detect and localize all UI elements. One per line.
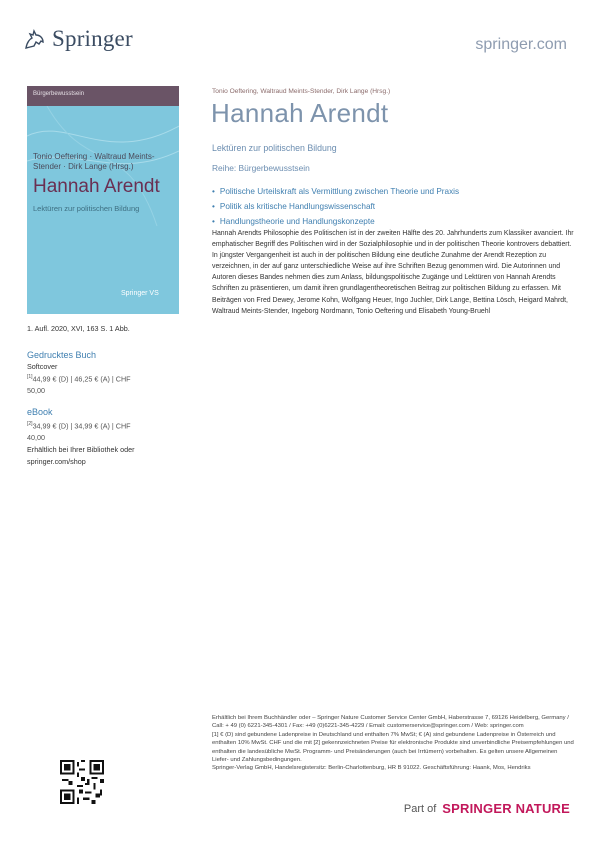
cover-publisher: Springer VS xyxy=(121,290,159,297)
print-binding: Softcover xyxy=(27,362,58,371)
availability-line1: Erhältlich bei Ihrer Bibliothek oder xyxy=(27,445,135,455)
legal-fine-print: Erhältlich bei Ihrem Buchhändler oder – Springer Nature Customer Service Center GmbH, Haberstrasse 7, 69126 Heidelberg, Germany / Call: + 49 (0) 6221-345-4301 / Fax: +49 (0)6221-345-4229 / Email: customerservice@springer.com / Web: springer.com [1] € (D) sind gebundene Ladenpreise in Deutschland und enthalten 7% MwSt; € (A) sind gebundene Ladenpreise in Österreich und enthalten 10% MwSt. CHF und die mit [2] gekennzeichneten Preise für elektronische Produkte sind unverbindliche Preisempfehlungen und enthalten die landesübliche MwSt. Programm- und Preisänderungen (auch bei Irrtümern) vorbehalten. Es gelten unsere Allgemeinen Liefer- und Zahlungsbedingungen. Springer-Verlag GmbH, Handelsregistersitz: Berlin-Charlottenburg, HR B 91022. Geschäftsführung: Haank, Mos, Hendriks xyxy=(212,715,574,772)
book-title: Hannah Arendt xyxy=(211,98,389,128)
qr-code-icon[interactable] xyxy=(60,760,104,804)
ebook-price-ref: [2] xyxy=(27,421,33,427)
cover-title: Hannah Arendt xyxy=(33,176,160,197)
cover-subtitle: Lektüren zur politischen Bildung xyxy=(33,204,140,213)
shop-link[interactable]: springer.com/shop xyxy=(27,457,86,467)
springer-horse-icon xyxy=(22,26,48,52)
feature-item: • Handlungstheorie und Handlungskonzepte xyxy=(212,214,459,229)
part-of-label: Part of xyxy=(403,802,437,815)
print-offer xyxy=(27,350,187,397)
feature-item: • Politik als kritische Handlungswissenschaft xyxy=(212,199,459,214)
cover-series: Bürgerbewusstsein xyxy=(33,91,85,97)
print-price-ref: [1] xyxy=(27,374,33,380)
ebook-price xyxy=(27,418,187,444)
brand-name: Springer xyxy=(52,26,133,51)
print-format-title[interactable]: Gedrucktes Buch xyxy=(27,350,97,360)
book-description: Hannah Arendts Philosophie des Politischen ist in der zweiten Hälfte des 20. Jahrhunderts zum Klassiker avanciert. Ihr emphatischer Begriff des Politischen wird in der Sozialphilosophie und in der politischen Theorie kontrovers debattiert. In jüngster Vergangenheit ist auch in der politischen Bildung eine deutliche Zunahme der Arendt Rezeption zu verzeichnen, in der auf ganz unterschiedliche Weise auf ihre Schriften Bezug genommen wird. Die Autorinnen und Autoren dieses Bandes nehmen dies zum Anlass, bildungspolitische Zugänge und Lektüren von Hannah Arendts Schriften zu präsentieren, um damit ihren grundlagentheoretischen Beitrag zur politischen Bildung zu erfassen. Mit Beiträgen von Fred Dewey, Jerome Kohn, Wolfgang Heuer, Ingo Juchler, Dirk Lange, Bettina Lösch, Heigard Mahrdt, Waltraud Meints-Stender, Ingeborg Nordmann, Tonio Oeftering und Elisabeth Young-Bruehl xyxy=(212,230,574,315)
feature-list xyxy=(212,184,459,229)
ebook-price-line2: 40,00 xyxy=(27,433,45,443)
editors: Tonio Oeftering, Waltraud Meints-Stender, Dirk Lange (Hrsg.) xyxy=(212,88,391,95)
ebook-format-title[interactable]: eBook xyxy=(27,407,53,417)
feature-item: • Politische Urteilskraft als Vermittlung zwischen Theorie und Praxis xyxy=(212,184,459,199)
availability xyxy=(27,444,187,468)
part-of-springer-nature[interactable] xyxy=(404,801,570,816)
ebook-offer xyxy=(27,407,187,468)
book-cover xyxy=(27,86,179,314)
springer-nature-logo: SPRINGER NATURE xyxy=(442,801,570,816)
cover-editors: Tonio Oeftering · Waltraud Meints-Stender · Dirk Lange (Hrsg.) xyxy=(33,152,155,171)
edition-info: 1. Aufl. 2020, XVI, 163 S. 1 Abb. xyxy=(27,324,130,333)
ebook-price-line1: 34,99 € (D) | 34,99 € (A) | CHF xyxy=(32,421,131,431)
book-series: Reihe: Bürgerbewusstsein xyxy=(212,163,310,173)
print-price-line2: 50,00 xyxy=(27,386,45,396)
springer-logo[interactable] xyxy=(22,26,133,52)
print-price-line1: 44,99 € (D) | 46,25 € (A) | CHF xyxy=(32,374,131,384)
print-price xyxy=(27,371,187,397)
book-subtitle: Lektüren zur politischen Bildung xyxy=(212,143,337,153)
site-link[interactable]: springer.com xyxy=(475,36,567,53)
